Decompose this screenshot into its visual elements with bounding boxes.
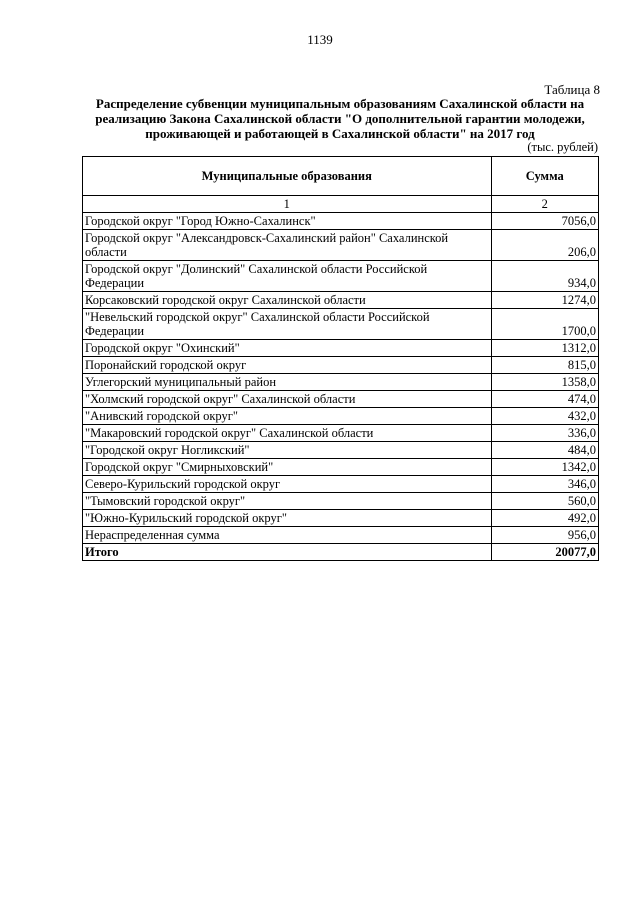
table-row (83, 292, 599, 309)
row-sum-value: 1312,0 (491, 340, 599, 357)
table-row (83, 408, 599, 425)
row-municipality-name: Корсаковский городской округ Сахалинской области (83, 292, 492, 309)
column-header-name: Муниципальные образования (83, 157, 492, 196)
table-row (83, 510, 599, 527)
row-sum-value: 560,0 (491, 493, 599, 510)
row-sum-value: 492,0 (491, 510, 599, 527)
table-row (83, 309, 599, 340)
table-header-row (83, 157, 599, 196)
row-municipality-name: "Тымовский городской округ" (83, 493, 492, 510)
row-sum-value: 1358,0 (491, 374, 599, 391)
row-municipality-name: Северо-Курильский городской округ (83, 476, 492, 493)
table-row (83, 374, 599, 391)
subvention-table (82, 156, 599, 561)
row-sum-value: 934,0 (491, 261, 599, 292)
row-municipality-name: "Южно-Курильский городской округ" (83, 510, 492, 527)
row-municipality-name: "Невельский городской округ" Сахалинской области Российской Федерации (83, 309, 492, 340)
table-row (83, 493, 599, 510)
column-number-name: 1 (83, 196, 492, 213)
row-sum-value: 7056,0 (491, 213, 599, 230)
row-sum-value: 484,0 (491, 442, 599, 459)
row-sum-value: 474,0 (491, 391, 599, 408)
row-municipality-name: "Анивский городской округ" (83, 408, 492, 425)
table-row (83, 459, 599, 476)
row-sum-value: 432,0 (491, 408, 599, 425)
row-sum-value: 346,0 (491, 476, 599, 493)
row-municipality-name: Городской округ "Город Южно-Сахалинск" (83, 213, 492, 230)
row-municipality-name: Городской округ "Долинский" Сахалинской области Российской Федерации (83, 261, 492, 292)
page-number: 1139 (307, 32, 333, 47)
table-row (83, 425, 599, 442)
units-label: (тыс. рублей) (527, 140, 598, 154)
row-sum-value: 1700,0 (491, 309, 599, 340)
table-row (83, 340, 599, 357)
row-municipality-name: Нераспределенная сумма (83, 527, 492, 544)
total-label: Итого (83, 544, 492, 561)
total-value: 20077,0 (491, 544, 599, 561)
row-municipality-name: Углегорский муниципальный район (83, 374, 492, 391)
row-municipality-name: Городской округ "Охинский" (83, 340, 492, 357)
row-municipality-name: Городской округ "Смирныховский" (83, 459, 492, 476)
row-sum-value: 956,0 (491, 527, 599, 544)
row-municipality-name: "Макаровский городской округ" Сахалинской области (83, 425, 492, 442)
table-row (83, 391, 599, 408)
table-row (83, 442, 599, 459)
row-sum-value: 206,0 (491, 230, 599, 261)
table-row (83, 476, 599, 493)
row-municipality-name: "Городской округ Ногликский" (83, 442, 492, 459)
table-row (83, 213, 599, 230)
table-row (83, 527, 599, 544)
table-row (83, 230, 599, 261)
row-sum-value: 1342,0 (491, 459, 599, 476)
table-label: Таблица 8 (544, 82, 600, 97)
row-municipality-name: Городской округ "Александровск-Сахалинский район" Сахалинской области (83, 230, 492, 261)
table-row (83, 357, 599, 374)
document-title: Распределение субвенции муниципальным образованиям Сахалинской области на реализацию Закона Сахалинской области "О дополнительной гарантии молодежи, проживающей и работающей в Сахалинской области" на 2017 год (95, 96, 585, 141)
row-sum-value: 336,0 (491, 425, 599, 442)
column-number-sum: 2 (491, 196, 599, 213)
total-row (83, 544, 599, 561)
row-municipality-name: "Холмский городской округ" Сахалинской области (83, 391, 492, 408)
column-number-row (83, 196, 599, 213)
row-sum-value: 815,0 (491, 357, 599, 374)
column-header-sum: Сумма (491, 157, 599, 196)
table-row (83, 261, 599, 292)
row-municipality-name: Поронайский городской округ (83, 357, 492, 374)
row-sum-value: 1274,0 (491, 292, 599, 309)
